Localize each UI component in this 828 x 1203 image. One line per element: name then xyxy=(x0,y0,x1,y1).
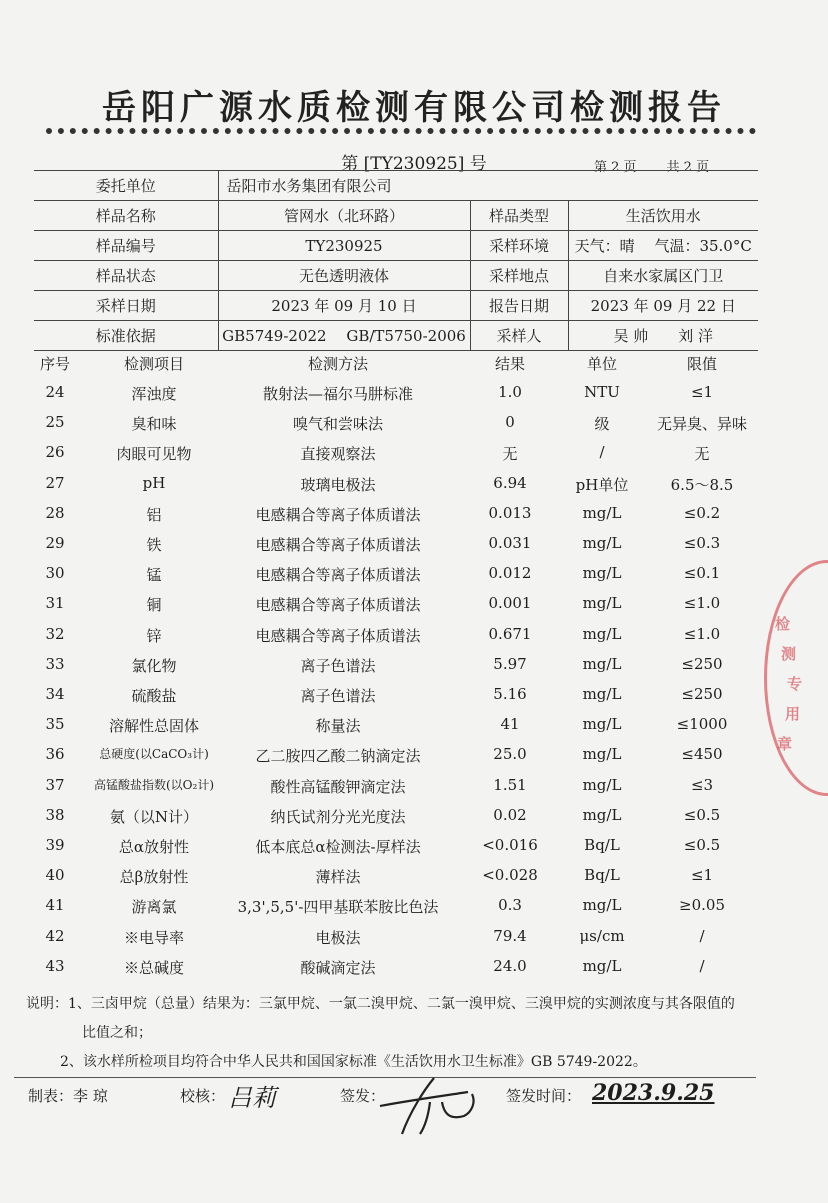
row-item: 游离氯 xyxy=(131,898,177,917)
red-seal: 检 测 专 用 章 xyxy=(764,560,828,796)
row-method: 纳氏试剂分光光度法 xyxy=(270,807,406,826)
sampler-value: 吴 帅 刘 洋 xyxy=(568,321,758,351)
result-row xyxy=(0,655,828,685)
result-row xyxy=(0,776,828,806)
row-result: 25.0 xyxy=(493,745,527,764)
row-no: 41 xyxy=(45,896,65,915)
row-unit: pH单位 xyxy=(575,475,629,494)
row-item: ※总碱度 xyxy=(123,958,184,977)
row-method: 酸碱滴定法 xyxy=(300,958,376,977)
sampler-label: 采样人 xyxy=(470,321,568,351)
row-item: 总α放射性 xyxy=(118,838,190,856)
row-unit: mg/L xyxy=(582,715,622,734)
row-item: 总硬度(以CaCO₃计) xyxy=(99,747,209,762)
sample-state-value: 无色透明液体 xyxy=(218,261,470,291)
row-result: 5.16 xyxy=(493,685,527,703)
result-row xyxy=(0,866,828,896)
sample-info-table xyxy=(34,170,758,351)
row-no: 43 xyxy=(45,956,65,975)
result-row xyxy=(0,594,828,624)
row-result: 0.001 xyxy=(488,594,532,613)
row-method: 酸性高锰酸钾滴定法 xyxy=(270,777,406,796)
sample-type-label: 样品类型 xyxy=(470,201,568,231)
result-row xyxy=(0,534,828,564)
row-item: 铜 xyxy=(146,596,162,615)
row-unit: / xyxy=(599,443,605,462)
row-method: 称量法 xyxy=(315,717,361,736)
report-date-label: 报告日期 xyxy=(470,291,568,321)
row-method: 低本底总α检测法-厚样法 xyxy=(255,838,421,856)
row-result: 1.51 xyxy=(493,775,527,794)
row-unit: mg/L xyxy=(582,503,622,522)
row-no: 29 xyxy=(45,534,65,552)
row-method: 电感耦合等离子体质谱法 xyxy=(255,505,421,524)
row-limit: ≤3 xyxy=(690,775,714,794)
row-no: 31 xyxy=(45,594,65,613)
row-limit: ≤0.5 xyxy=(683,805,721,824)
row-no: 36 xyxy=(45,745,65,764)
sampling-date-label: 采样日期 xyxy=(34,291,218,321)
maker: 制表：李 琼 xyxy=(28,1087,108,1105)
sample-code-label: 样品编号 xyxy=(34,231,218,261)
row-no: 33 xyxy=(45,654,65,673)
row-item: 总β放射性 xyxy=(119,868,189,887)
col-no-header: 序号 xyxy=(39,355,70,373)
row-method: 电感耦合等离子体质谱法 xyxy=(255,626,421,645)
result-row xyxy=(0,443,828,473)
note-1: 说明：1、三卤甲烷（总量）结果为：三氯甲烷、一氯二溴甲烷、二氯一溴甲烷、三溴甲烷的实测浓度与其各限值的 xyxy=(26,996,735,1012)
row-result: 41 xyxy=(500,715,520,734)
row-unit: NTU xyxy=(584,383,620,401)
report-date-value: 2023 年 09 月 22 日 xyxy=(568,291,758,321)
row-item: pH xyxy=(142,473,166,492)
row-result: <0.028 xyxy=(482,866,538,885)
row-unit: mg/L xyxy=(582,685,622,703)
row-method: 3,3',5,5'-四甲基联苯胺比色法 xyxy=(237,898,439,917)
row-limit: ≤1 xyxy=(690,383,714,401)
row-result: 0.02 xyxy=(493,805,527,824)
notes xyxy=(26,990,806,1077)
sample-name-label: 样品名称 xyxy=(34,201,218,231)
page-total: 共 2 页 xyxy=(666,160,710,175)
row-unit: 级 xyxy=(594,415,610,434)
row-method: 薄样法 xyxy=(315,868,361,887)
row-result: 1.0 xyxy=(498,383,522,401)
row-unit: mg/L xyxy=(582,534,622,552)
row-method: 散射法—福尔马肼标准 xyxy=(262,385,413,403)
row-item: 硫酸盐 xyxy=(131,687,177,705)
row-unit: mg/L xyxy=(582,594,622,613)
row-result: 0.031 xyxy=(488,534,532,552)
row-method: 电感耦合等离子体质谱法 xyxy=(255,596,421,615)
report-title: 岳阳广源水质检测有限公司检测报告 xyxy=(102,88,726,128)
row-limit: 无异臭、异味 xyxy=(656,415,747,434)
row-no: 25 xyxy=(45,413,65,432)
row-item: 氯化物 xyxy=(131,656,177,675)
row-item: 臭和味 xyxy=(131,415,177,434)
result-row xyxy=(0,685,828,715)
row-unit: mg/L xyxy=(582,624,622,643)
row-unit: mg/L xyxy=(582,564,622,583)
row-item: 锰 xyxy=(146,566,162,585)
row-limit: ≤450 xyxy=(681,745,723,764)
standard-label: 标准依据 xyxy=(34,321,218,351)
row-limit: 6.5～8.5 xyxy=(670,475,734,494)
row-no: 42 xyxy=(45,926,65,945)
row-unit: mg/L xyxy=(582,654,622,673)
col-item-header: 检测项目 xyxy=(123,355,184,373)
row-limit: ≤0.1 xyxy=(683,564,721,583)
row-no: 35 xyxy=(45,715,65,734)
result-row xyxy=(0,474,828,504)
row-unit: mg/L xyxy=(582,956,622,975)
row-method: 电极法 xyxy=(315,928,361,947)
row-unit: mg/L xyxy=(582,805,622,824)
row-unit: Bq/L xyxy=(584,836,620,854)
row-limit: ≤1.0 xyxy=(683,624,721,643)
row-limit: ≤1 xyxy=(690,866,714,885)
result-row xyxy=(0,715,828,745)
checker-label: 校核： xyxy=(180,1087,226,1105)
row-limit: ≤0.2 xyxy=(683,503,721,522)
row-method: 电感耦合等离子体质谱法 xyxy=(255,536,421,554)
row-result: 0.671 xyxy=(488,624,532,643)
row-no: 30 xyxy=(45,564,65,583)
col-method-header: 检测方法 xyxy=(307,355,368,373)
row-item: 溶解性总固体 xyxy=(108,717,199,736)
row-result: 0.013 xyxy=(488,503,532,522)
row-unit: mg/L xyxy=(582,745,622,764)
row-item: 铁 xyxy=(146,536,162,554)
report-number: 第 [TY230925] 号 xyxy=(341,154,487,174)
row-no: 40 xyxy=(45,866,65,885)
result-row xyxy=(0,504,828,534)
row-item: 浑浊度 xyxy=(131,385,177,403)
row-result: 0.012 xyxy=(488,564,532,583)
row-method: 离子色谱法 xyxy=(300,687,376,705)
issue-date-label: 签发时间： xyxy=(506,1087,582,1105)
row-no: 24 xyxy=(45,383,65,401)
row-method: 离子色谱法 xyxy=(300,656,376,675)
col-unit-header: 单位 xyxy=(586,355,617,373)
result-row xyxy=(0,836,828,866)
row-no: 32 xyxy=(45,624,65,643)
row-no: 37 xyxy=(45,775,65,794)
row-limit: ≤0.3 xyxy=(683,534,721,552)
sample-type-value: 生活饮用水 xyxy=(568,201,758,231)
note-2: 2、该水样所检项目均符合中华人民共和国国家标准《生活饮用水卫生标准》GB 5749-2022。 xyxy=(60,1054,647,1070)
row-method: 玻璃电极法 xyxy=(300,475,376,494)
row-method: 直接观察法 xyxy=(300,445,376,464)
row-limit: ≥0.05 xyxy=(679,896,725,915)
row-method: 乙二胺四乙酸二钠滴定法 xyxy=(255,747,421,766)
sampling-date-value: 2023 年 09 月 10 日 xyxy=(218,291,470,321)
row-no: 27 xyxy=(45,473,65,492)
row-no: 26 xyxy=(45,443,65,462)
client-value: 岳阳市水务集团有限公司 xyxy=(218,171,758,201)
row-limit: ≤1000 xyxy=(676,715,728,734)
row-limit: ≤1.0 xyxy=(683,594,721,613)
sampling-place-value: 自来水家属区门卫 xyxy=(568,261,758,291)
result-row xyxy=(0,745,828,775)
row-result: 79.4 xyxy=(493,926,527,945)
row-result: 24.0 xyxy=(493,956,527,975)
result-row xyxy=(0,896,828,926)
row-limit: ≤250 xyxy=(681,654,723,673)
row-method: 嗅气和尝味法 xyxy=(292,415,383,434)
col-result-header: 结果 xyxy=(494,355,525,373)
row-no: 39 xyxy=(45,836,65,854)
row-result: 0.3 xyxy=(498,896,522,915)
title-dotted-rule xyxy=(46,128,756,134)
row-no: 38 xyxy=(45,805,65,824)
page-current: 第 2 页 xyxy=(594,160,637,175)
results-header-row xyxy=(0,353,828,383)
row-result: 6.94 xyxy=(493,473,527,492)
row-method: 电感耦合等离子体质谱法 xyxy=(255,566,421,585)
row-unit: Bq/L xyxy=(584,866,620,885)
sampling-env-value: 天气：晴 气温：35.0°C xyxy=(568,231,758,261)
row-limit: ≤0.5 xyxy=(683,836,721,854)
sample-code-value: TY230925 xyxy=(218,231,470,261)
result-row xyxy=(0,413,828,443)
result-row xyxy=(0,625,828,655)
row-limit: / xyxy=(699,956,705,975)
note-1-cont: 比值之和； xyxy=(82,1025,152,1041)
row-no: 28 xyxy=(45,503,65,522)
row-unit: μs/cm xyxy=(579,926,625,945)
row-item: 铝 xyxy=(146,505,162,524)
row-item: ※电导率 xyxy=(123,928,184,947)
row-unit: mg/L xyxy=(582,896,622,915)
row-item: 锌 xyxy=(146,626,162,645)
issuer-label: 签发： xyxy=(340,1087,386,1105)
row-limit: / xyxy=(699,926,705,945)
sampling-env-label: 采样环境 xyxy=(470,231,568,261)
result-row xyxy=(0,806,828,836)
sampling-place-label: 采样地点 xyxy=(470,261,568,291)
row-result: <0.016 xyxy=(482,836,538,854)
issuer-signature xyxy=(372,1072,490,1142)
row-no: 34 xyxy=(45,685,65,703)
row-unit: mg/L xyxy=(582,775,622,794)
standard-value: GB5749-2022 GB/T5750-2006 xyxy=(218,321,470,351)
col-limit-header: 限值 xyxy=(686,355,717,373)
row-limit: ≤250 xyxy=(681,685,723,703)
sample-name-value: 管网水（北环路） xyxy=(218,201,470,231)
client-label: 委托单位 xyxy=(34,171,218,201)
row-item: 肉眼可见物 xyxy=(116,445,192,464)
row-item: 高锰酸盐指数(以O₂计) xyxy=(93,777,214,792)
row-result: 5.97 xyxy=(493,654,527,673)
result-row xyxy=(0,957,828,987)
checker-signature: 吕莉 xyxy=(228,1084,276,1112)
result-row xyxy=(0,564,828,594)
row-limit: 无 xyxy=(694,445,710,464)
row-result: 无 xyxy=(502,445,518,464)
result-row xyxy=(0,383,828,413)
result-row xyxy=(0,927,828,957)
row-result: 0 xyxy=(505,413,515,432)
sample-state-label: 样品状态 xyxy=(34,261,218,291)
issue-date-handwritten: 2023.9.25 xyxy=(592,1080,715,1106)
row-item: 氨（以N计） xyxy=(109,807,199,826)
